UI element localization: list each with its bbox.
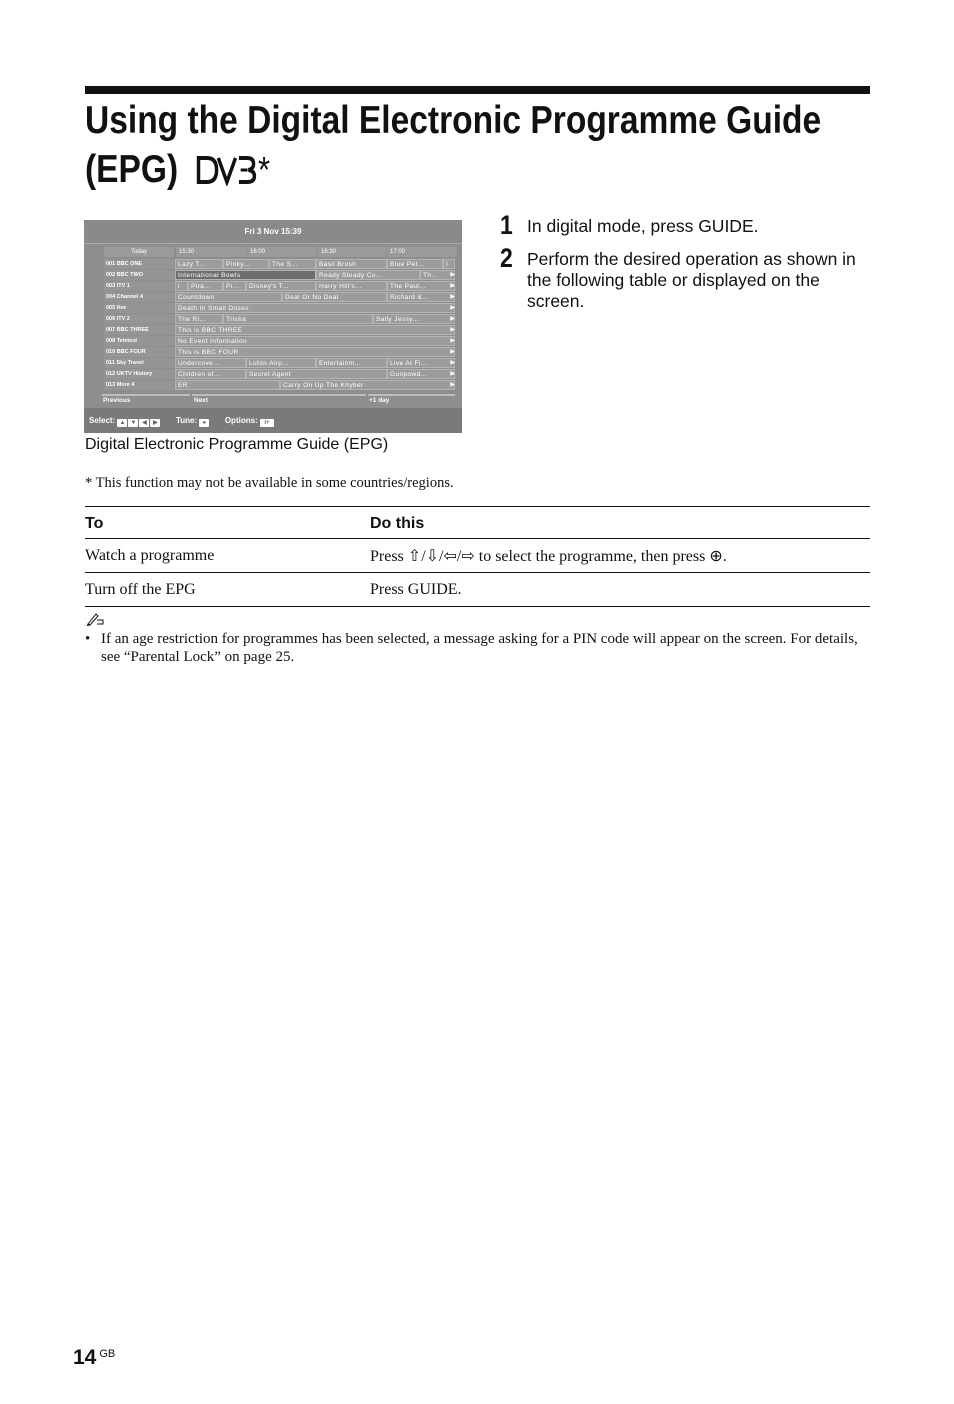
- channel-name: 004 Channel 4: [104, 292, 174, 302]
- table-row: [85, 539, 870, 573]
- timeslot: 15:30: [176, 247, 246, 257]
- step-text: Perform the desired operation as shown in the following table or displayed on the screen.: [527, 249, 856, 311]
- channel-name: 002 BBC TWO: [104, 270, 174, 280]
- footnote: * This function may not be available in some countries/regions.: [85, 475, 454, 491]
- step-1: [500, 210, 870, 240]
- footer-options-label: Options:: [224, 416, 258, 425]
- channel-name: 010 BBC FOUR: [104, 347, 174, 357]
- epg-channel-row: [84, 303, 462, 314]
- more-right-arrow-icon: ▶: [450, 338, 455, 344]
- programme-cell: Trisha: [223, 314, 373, 324]
- channel-name: 005 five: [104, 303, 174, 313]
- programme-cell: Live At Fi...: [387, 358, 455, 368]
- more-right-arrow-icon: ▶: [450, 316, 455, 322]
- epg-nav-bar: [84, 394, 462, 405]
- more-right-arrow-icon: ▶: [450, 382, 455, 388]
- page-title: [85, 96, 822, 194]
- table-header-do-this: Do this: [370, 507, 870, 539]
- programme-cell: Richard &...: [387, 292, 455, 302]
- more-right-arrow-icon: ▶: [450, 294, 455, 300]
- more-right-arrow-icon: ▶: [450, 272, 455, 278]
- programme-cell: Pira...: [188, 281, 223, 291]
- channel-name: 006 ITV 2: [104, 314, 174, 324]
- nav-next: Next: [194, 397, 209, 404]
- pencil-note-icon: [86, 612, 106, 626]
- step-2: [500, 243, 870, 313]
- epg-channel-row: [84, 347, 462, 358]
- programme-cell: Undercove...: [175, 358, 246, 368]
- footer-tune-label: Tune:: [175, 416, 198, 425]
- down-key-icon: ▼: [128, 419, 138, 427]
- more-right-arrow-icon: ▶: [450, 360, 455, 366]
- table-row: [85, 573, 870, 607]
- title-line-1: Using the Digital Electronic Programme Guide: [85, 99, 822, 142]
- table-cell-do-this: [370, 539, 870, 573]
- epg-channel-row: [84, 358, 462, 369]
- table-header-to: To: [85, 507, 370, 539]
- channel-name: 007 BBC THREE: [104, 325, 174, 335]
- programme-cell: ER: [175, 380, 280, 390]
- epg-header-datetime: Fri 3 Nov 15:39: [84, 220, 462, 244]
- text-fragment: .: [722, 547, 727, 565]
- programme-cell: The Paul...: [387, 281, 455, 291]
- programme-cell: The S...: [269, 259, 316, 269]
- more-right-arrow-icon: ▶: [450, 327, 455, 333]
- more-right-arrow-icon: ▶: [450, 371, 455, 377]
- timeslot-today: Today: [104, 247, 174, 257]
- timeslot: 16:30: [318, 247, 386, 257]
- more-right-arrow-icon: ▶: [450, 305, 455, 311]
- programme-cell: Luton Airp...: [246, 358, 316, 368]
- top-rule: [85, 86, 870, 94]
- epg-caption: Digital Electronic Programme Guide (EPG): [85, 436, 389, 453]
- channel-name: 008 Teletext: [104, 336, 174, 346]
- text-fragment: to select the programme, then press: [474, 547, 710, 565]
- epg-channel-row: [84, 259, 462, 270]
- operations-table: [85, 506, 870, 607]
- timeslot-row: [84, 247, 462, 257]
- note-text: If an age restriction for programmes has been selected, a message asking for a PIN code will appear on the screen. For details, see “Parental Lock” on page 25.: [101, 631, 858, 665]
- channel-name: 003 ITV 1: [104, 281, 174, 291]
- more-right-arrow-icon: ▶: [450, 283, 455, 289]
- footer-select-label: Select:: [89, 416, 116, 425]
- programme-cell: Children of...: [175, 369, 246, 379]
- step-number: 2: [500, 243, 513, 273]
- epg-channel-row: [84, 270, 462, 281]
- channel-name: 011 Sky Travel: [104, 358, 174, 368]
- table-header-row: [85, 507, 870, 539]
- programme-cell: Countdown: [175, 292, 282, 302]
- options-key-icon: i+: [260, 419, 274, 427]
- epg-channel-row: [84, 336, 462, 347]
- epg-screen: [84, 220, 462, 433]
- programme-cell-selected: International Bowls: [175, 270, 316, 280]
- table-cell-to: Watch a programme: [85, 539, 370, 573]
- epg-channel-row: [84, 325, 462, 336]
- programme-cell: Entertainm...: [316, 358, 387, 368]
- table-cell-do-this: [370, 573, 870, 607]
- title-epg: (EPG): [85, 148, 179, 191]
- left-key-icon: ◀: [139, 419, 149, 427]
- dvb-logo-icon: [196, 154, 258, 186]
- programme-cell: Carry On Up The Khyber: [280, 380, 455, 390]
- programme-cell: Lazy T...: [175, 259, 223, 269]
- programme-cell: This is BBC FOUR: [175, 347, 455, 357]
- nav-plus-day: +1 day: [369, 397, 390, 404]
- programme-cell: Blue Pet...: [387, 259, 443, 269]
- programme-cell: Gunpowd...: [387, 369, 455, 379]
- title-asterisk: *: [258, 149, 271, 190]
- text-fragment: Press: [370, 547, 408, 565]
- ok-button-icon: ⊕: [709, 547, 723, 565]
- text-fragment: Press GUIDE.: [370, 580, 462, 598]
- programme-cell: Pinky...: [223, 259, 269, 269]
- programme-cell: Basil Brush: [316, 259, 387, 269]
- programme-cell: Ready Steady Co...: [316, 270, 420, 280]
- nav-previous: Previous: [103, 397, 131, 404]
- epg-footer: [84, 408, 462, 433]
- channel-name: 012 UKTV History: [104, 369, 174, 379]
- page-region: GB: [99, 1348, 116, 1360]
- programme-cell: Secret Agent: [246, 369, 387, 379]
- programme-cell: Harry Hill's...: [316, 281, 387, 291]
- programme-cell: Th...: [420, 270, 455, 280]
- epg-channel-row: [84, 380, 462, 391]
- up-key-icon: ▲: [117, 419, 127, 427]
- channel-name: 001 BBC ONE: [104, 259, 174, 269]
- epg-channel-row: [84, 314, 462, 325]
- nav-underline: [192, 394, 366, 396]
- step-text: In digital mode, press GUIDE.: [527, 216, 759, 236]
- right-key-icon: ▶: [150, 419, 160, 427]
- ok-key-icon: ●: [199, 419, 209, 427]
- step-number: 1: [500, 210, 513, 240]
- title-line-2: [85, 145, 764, 194]
- timeslot: 17:00: [387, 247, 457, 257]
- programme-cell: Pi...: [223, 281, 246, 291]
- epg-channel-row: [84, 369, 462, 380]
- programme-cell: This is BBC THREE: [175, 325, 455, 335]
- epg-channel-row: [84, 281, 462, 292]
- programme-cell: Death In Small Doses: [175, 303, 455, 313]
- programme-cell: Sally Jessy...: [373, 314, 455, 324]
- arrow-buttons-icon: ⇧/⇩/⇦/⇨: [407, 547, 475, 565]
- programme-cell: I: [443, 259, 455, 269]
- page-number: [73, 1341, 115, 1371]
- epg-channel-row: [84, 292, 462, 303]
- programme-cell: Deal Or No Deal: [282, 292, 387, 302]
- programme-cell: The Ri...: [175, 314, 223, 324]
- timeslot: 16:00: [247, 247, 317, 257]
- programme-cell: Disney's T...: [246, 281, 316, 291]
- page-number-value: 14: [73, 1346, 97, 1369]
- bullet-dot: •: [85, 631, 91, 647]
- programme-cell: i: [175, 281, 188, 291]
- programme-cell: No Event Information: [175, 336, 455, 346]
- table-cell-to: Turn off the EPG: [85, 573, 370, 607]
- more-right-arrow-icon: ▶: [450, 349, 455, 355]
- channel-name: 013 More 4: [104, 380, 174, 390]
